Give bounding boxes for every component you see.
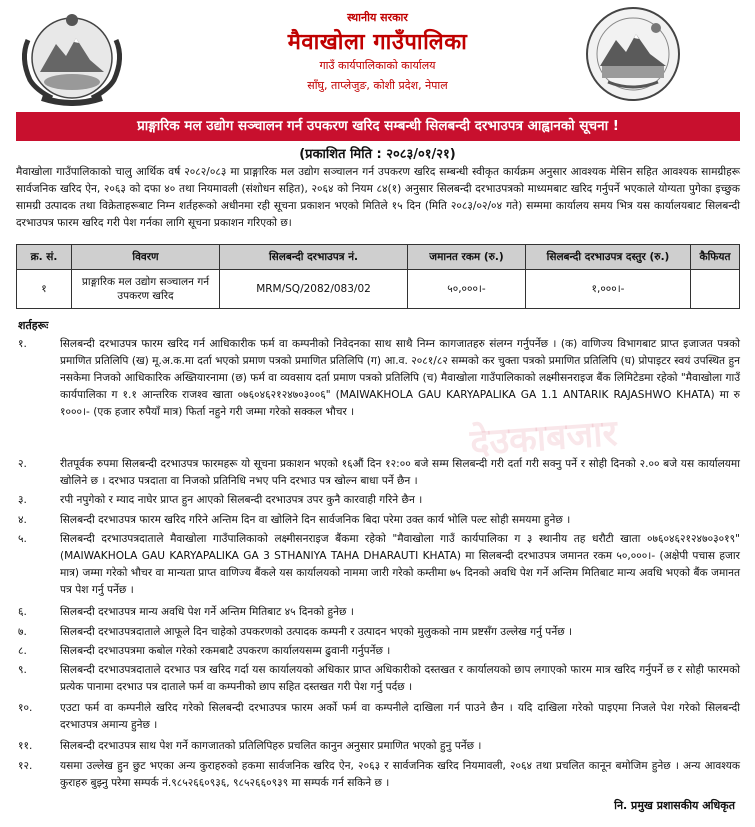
term-text: सिलबन्दी दरभाउपत्र साथ पेश गर्ने कागजातको प्रतिलिपिहरु प्रचलित कानुन अनुसार प्रमाणित भएको हुनु पर्नेछ । xyxy=(60,740,482,752)
term-item xyxy=(18,456,740,490)
term-item xyxy=(18,624,740,641)
term-number: १०. xyxy=(18,702,33,714)
notice-title: प्राङ्गारिक मल उद्योग सञ्चालन गर्न उपकरण खरिद सम्बन्धी सिलबन्दी दरभाउपत्र आह्वानको सूचना ! xyxy=(16,112,740,141)
term-text: सिलबन्दी दरभाउपत्रदाताले दरभाउ पत्र खरिद गर्दा यस कार्यालयको अधिकार प्राप्त अधिकारीको दस्तखत र कार्यालयको छाप लगाएको फारम मात्र खरिद गर्नुपर्ने छ र सोही फारमको प्रत्येक पानामा दरभाउ पत्र दाताले फर्म वा कम्पनीको छाप सहित दस्तखत गरी पेश गर्नु पर्दछ । xyxy=(60,664,740,693)
term-item xyxy=(18,662,740,696)
office-address: साँघु, ताप्लेजुङ, कोशी प्रदेश, नेपाल xyxy=(307,79,448,92)
table-row xyxy=(17,270,740,309)
cell-bid-security: ५०,०००।- xyxy=(408,270,526,309)
term-item xyxy=(18,758,740,792)
term-number: ८. xyxy=(18,645,27,657)
cell-bid-number: MRM/SQ/2082/083/02 xyxy=(220,270,408,309)
term-item xyxy=(18,492,740,509)
term-number: ४. xyxy=(18,514,27,526)
header-description: विवरण xyxy=(72,245,220,270)
intro-paragraph: मैवाखोला गाउँपालिकाको चालु आर्थिक वर्ष २०८२/०८३ मा प्राङ्गारिक मल उद्योग सञ्चालन गर्न उपकरण खरिद सम्बन्धी स्वीकृत कार्यक्रम अनुसार आवश्यक मेसिन सहित आवश्यक सामग्रीहरू सार्वजनिक खरिद ऐन, २०६३ को दफा ४० तथा नियमावली (संशोधन सहित), २०६४ को नियम ८४(१) अनुसार सिलबन्दी दरभाउपत्रको माध्यमबाट खरिद गर्नुपर्ने भएकाले योग्यता पुगेका इच्छुक सामग्री उत्पादक तथा विक्रेताहरूबाट निम्न शर्तहरूको अधीनमा रही सूचना प्रकाशन भएको मितिले १५ दिन (मिति २०८३/०२/०४ गते) सम्ममा कार्यालय समय भित्र यस कार्यालयबाट सिलबन्दी दरभाउपत्र फारम खरिद गरी पेश गर्नका लागि सूचना प्रकाशन गरिएको छ। xyxy=(16,166,740,229)
signatory-title: नि. प्रमुख प्रशासकीय अधिकृत xyxy=(614,799,735,812)
term-text: सिलबन्दी दरभाउपत्रमा कबोल गरेको रकमबाटै उपकरण कार्यालयसम्म ढुवानी गर्नुपर्नेछ । xyxy=(60,645,391,657)
government-label: स्थानीय सरकार xyxy=(347,11,408,24)
term-number: ३. xyxy=(18,494,27,506)
watermark-logo: देउकाबजार xyxy=(468,412,619,465)
term-text: सिलबन्दी दरभाउपत्र फारम खरिद गर्न आधिकारीक फर्म वा कम्पनीको निवेदनका साथ साथै निम्न कागजातहरु संलग्न गर्नुपर्नेछ । (क) वाणिज्य विभागबाट प्राप्त इजाजत पत्रको प्रमाणित प्रतिलिपि (ख) मू.अ.क.मा दर्ता भएको प्रमाण पत्रको प्रमाणित प्रतिलिपि (ग) आ.व. २०८१/८२ सम्मको कर चुक्ता पत्रको प्रमाणित प्रतिलिपि (घ) प्रोपाइटर स्वयं उपस्थित हुन नसकेमा निजको आधिकारिक अख्तियारनामा (छ) फर्म वा व्यवसाय दर्ता प्रमाण पत्रको प्रतिलिपि (च) मैवाखोला गाउँपालिकाको लक्ष्मीसनराइज बैंक लिमिटेडमा रहेको "मैवाखोला गाउँ कार्यपालिका ग १.१ आन्तरिक राजश्व खाता ०७६०४६२१२४७०३००६" (MAIWAKHOLA GAU KARYAPALIKA GA 1.1 ANTARIK RAJASHWO KHATA) मा रु १०००।- (एक हजार रुपैयाँ मात्र) फिर्ता नहुने गरी जम्मा गरेको सक्कल भौचर । xyxy=(60,338,741,418)
header-bid-security: जमानत रकम (रु.) xyxy=(408,245,526,270)
municipality-logo xyxy=(582,4,684,104)
term-item xyxy=(18,336,740,421)
cell-remarks xyxy=(691,270,740,309)
term-item xyxy=(18,604,740,621)
header-bid-fee: सिलबन्दी दरभाउपत्र दस्तुर (रु.) xyxy=(526,245,691,270)
term-number: ६. xyxy=(18,606,27,618)
term-number: ७. xyxy=(18,626,27,638)
term-item xyxy=(18,531,740,599)
cell-description: प्राङ्गारिक मल उद्योग सञ्चालन गर्न उपकरण खरिद xyxy=(72,270,220,309)
term-number: १२. xyxy=(18,760,33,772)
header-serial: क्र. सं. xyxy=(17,245,72,270)
nepal-emblem-logo xyxy=(16,10,128,106)
term-number: ५. xyxy=(18,533,27,545)
header-remarks: कैफियत xyxy=(691,245,740,270)
municipality-name: मैवाखोला गाउँपालिका xyxy=(287,30,468,55)
table-header-row xyxy=(17,245,740,270)
term-text: रीतपूर्वक रुपमा सिलबन्दी दरभाउपत्र फारमहरू यो सूचना प्रकाशन भएको १६औं दिन १२:०० बजे सम्म सिलबन्दी गरी दर्ता गरी सक्नु पर्ने र सोही दिनको २.०० बजे यस कार्यालयमा खोलिने छ । दरभाउ पत्रदाता वा निजको प्रतिनिधि नभए पनि दरभाउ पत्र खोल्न बाधा पर्ने छैन । xyxy=(60,458,740,487)
bid-table xyxy=(16,244,740,309)
header-bid-number: सिलबन्दी दरभाउपत्र नं. xyxy=(220,245,408,270)
term-item xyxy=(18,700,740,734)
published-date: (प्रकाशित मिति : २०८३/०१/२१) xyxy=(299,147,456,162)
term-item xyxy=(18,738,740,755)
term-text: सिलबन्दी दरभाउपत्र मान्य अवधि पेश गर्ने अन्तिम मितिबाट ४५ दिनको हुनेछ । xyxy=(60,606,354,618)
term-number: ९. xyxy=(18,664,27,676)
cell-bid-fee: १,०००।- xyxy=(526,270,691,309)
term-item xyxy=(18,643,740,660)
term-text: सिलबन्दी दरभाउपत्रदाताले मैवाखोला गाउँपालिकाको लक्ष्मीसनराइज बैंकमा रहेको "मैवाखोला गाउँ कार्यपालिका ग ३ स्थानीय तह धरौटी खाता ०७६०४६२१२४७०३०१९" (MAIWAKHOLA GAU KARYAPALIKA GA 3 STHANIYA TAHA DHARAUTI KHATA) मा सिलबन्दी दरभाउपत्र जमानत रकम ५०,०००।- (अक्षेपी पचास हजार मात्र) जम्मा गरेको भौचर वा मान्यता प्राप्त वाणिज्य बैंकले यस कार्यालयको नाममा जारी गरेको कम्तीमा ७५ दिनको अवधि पेश गर्ने अन्तिम मितिबाट मान्य अवधि भएको बैंक जमानत पत्र पेश गर्नु पर्नेछ । xyxy=(60,533,740,596)
term-text: रपी नपुगेको र म्याद नाघेर प्राप्त हुन आएको सिलबन्दी दरभाउपत्र उपर कुनै कारवाही गरिने छैन । xyxy=(60,494,423,506)
office-name: गाउँ कार्यपालिकाको कार्यालय xyxy=(319,59,436,72)
term-text: एउटा फर्म वा कम्पनीले खरिद गरेको सिलबन्दी दरभाउपत्र फारम अर्को फर्म वा कम्पनीले दाखिला गर्न पाउने छैन । यदि दाखिला गरेको पाइएमा निजले पेश गरेको सिलबन्दी दरभाउपत्र अमान्य हुनेछ । xyxy=(60,702,740,731)
term-number: १. xyxy=(18,338,27,350)
term-number: ११. xyxy=(18,740,33,752)
term-text: यसमा उल्लेख हुन छुट भएका अन्य कुराहरुको हकमा सार्वजनिक खरिद ऐन, २०६३ र सार्वजनिक खरिद नियमावली, २०६४ तथा प्रचलित कानून बमोजिम हुनेछ । अन्य आवश्यक कुराहरु बुझ्नु परेमा सम्पर्क नं.९८५२६६०९३६, ९८५२६६०९३९ मा सम्पर्क गर्न सकिने छ । xyxy=(60,760,740,789)
term-text: सिलबन्दी दरभाउपत्रदाताले आफूले दिन चाहेको उपकरणको उत्पादक कम्पनी र उत्पादन भएको मुलुकको नाम प्रष्टसँग उल्लेख गर्नु पर्नेछ । xyxy=(60,626,573,638)
term-number: २. xyxy=(18,458,27,470)
term-item xyxy=(18,512,740,529)
terms-heading: शर्तहरूः xyxy=(18,319,49,332)
term-text: सिलबन्दी दरभाउपत्र फारम खरिद गरिने अन्तिम दिन वा खोलिने दिन सार्वजनिक बिदा परेमा उक्त कार्य भोलि पल्ट सोही समयमा हुनेछ । xyxy=(60,514,571,526)
letterhead xyxy=(0,0,755,108)
cell-serial: १ xyxy=(17,270,72,309)
